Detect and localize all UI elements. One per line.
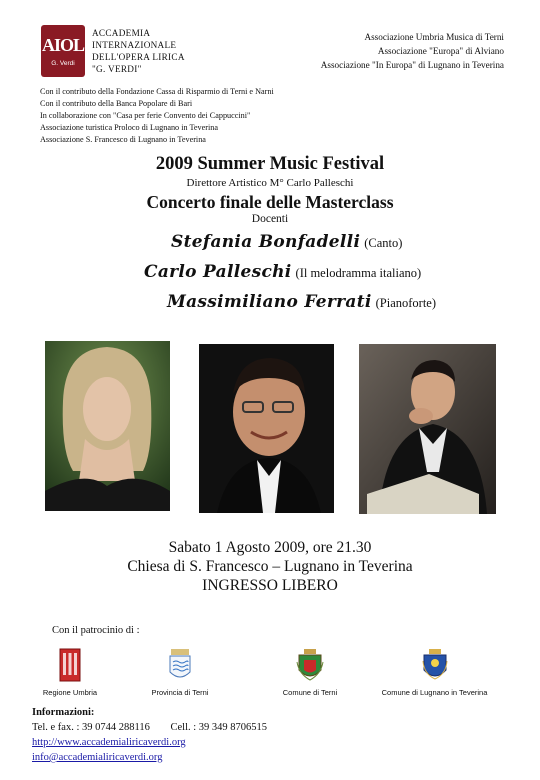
event-venue: Chiesa di S. Francesco – Lugnano in Teverina: [127, 558, 413, 575]
academy-logo: [41, 25, 85, 77]
logo-mark: AIOL: [41, 34, 84, 55]
photo-bonfadelli: [45, 341, 170, 511]
sponsor-label: Comune di Lugnano in Teverina: [381, 688, 488, 697]
academy-line: ACCADEMIA: [92, 28, 151, 38]
academy-name: [92, 27, 185, 75]
sponsor-comune-lugnano: [372, 648, 497, 697]
teacher-ferrati: [167, 292, 436, 312]
teacher-name: Carlo Palleschi: [144, 262, 292, 282]
concert-title: Concerto finale delle Masterclass: [146, 192, 394, 212]
artistic-director: Direttore Artistico M° Carlo Palleschi: [186, 177, 354, 189]
festival-title: 2009 Summer Music Festival: [155, 154, 385, 174]
photo-palleschi: [199, 344, 334, 513]
event-date: Sabato 1 Agosto 2009, ore 21.30: [168, 539, 372, 556]
phone-line: [32, 720, 285, 735]
contribution-line: Associazione S. Francesco di Lugnano in Teverina: [40, 135, 206, 144]
teacher-role: (Pianoforte): [375, 296, 437, 310]
phone-fax: Tel. e fax. : 39 0744 288116: [32, 722, 150, 733]
teacher-name: Massimiliano Ferrati: [167, 292, 372, 312]
contact-info: [32, 705, 285, 765]
comune-lugnano-crest-icon: [422, 648, 448, 682]
academy-line: DELL'OPERA LIRICA: [92, 52, 185, 62]
event-entry: INGRESSO LIBERO: [202, 577, 338, 594]
logo-caption: G. Verdi: [51, 59, 75, 67]
provincia-terni-crest-icon: [168, 648, 192, 682]
contribution-line: Con il contributo della Fondazione Cassa di Risparmio di Terni e Narni: [40, 87, 274, 96]
contribution-line: Con il contributo della Banca Popolare di Bari: [40, 99, 193, 108]
academy-line: INTERNAZIONALE: [92, 40, 177, 50]
teacher-name: Stefania Bonfadelli: [171, 232, 361, 252]
teacher-palleschi: [144, 262, 421, 282]
photo-ferrati: [359, 344, 496, 514]
sponsor-label: Regione Umbria: [42, 688, 98, 697]
contributions: [40, 86, 274, 146]
contribution-line: In collaborazione con "Casa per ferie Convento dei Cappuccini": [40, 111, 251, 120]
email-link[interactable]: info@accademialiricaverdi.org: [32, 752, 163, 763]
sponsor-provincia-terni: [140, 648, 220, 697]
teacher-role: (Canto): [364, 236, 403, 250]
association-line: Associazione Umbria Musica di Terni: [364, 32, 504, 42]
association-line: Associazione "Europa" di Alviano: [377, 46, 504, 56]
info-header: Informazioni:: [32, 707, 95, 718]
associations: [321, 30, 504, 72]
sponsor-comune-terni: [265, 648, 355, 697]
docenti-label: Docenti: [251, 213, 289, 225]
regione-umbria-crest-icon: [59, 648, 81, 682]
patronage-label: Con il patrocinio di :: [52, 625, 140, 636]
contribution-line: Associazione turistica Proloco di Lugnano in Teverina: [40, 123, 218, 132]
teacher-bonfadelli: [171, 232, 402, 252]
sponsor-label: Comune di Terni: [282, 688, 338, 697]
association-line: Associazione "In Europa" di Lugnano in Teverina: [320, 60, 504, 70]
phone-cell: Cell. : 39 349 8706515: [170, 722, 268, 733]
comune-terni-crest-icon: [296, 648, 324, 682]
academy-line: "G. VERDI": [92, 64, 142, 74]
website-link[interactable]: http://www.accademialiricaverdi.org: [32, 737, 186, 748]
sponsor-regione-umbria: [30, 648, 110, 697]
teacher-role: (Il melodramma italiano): [295, 266, 422, 280]
sponsor-label: Provincia di Terni: [151, 688, 209, 697]
